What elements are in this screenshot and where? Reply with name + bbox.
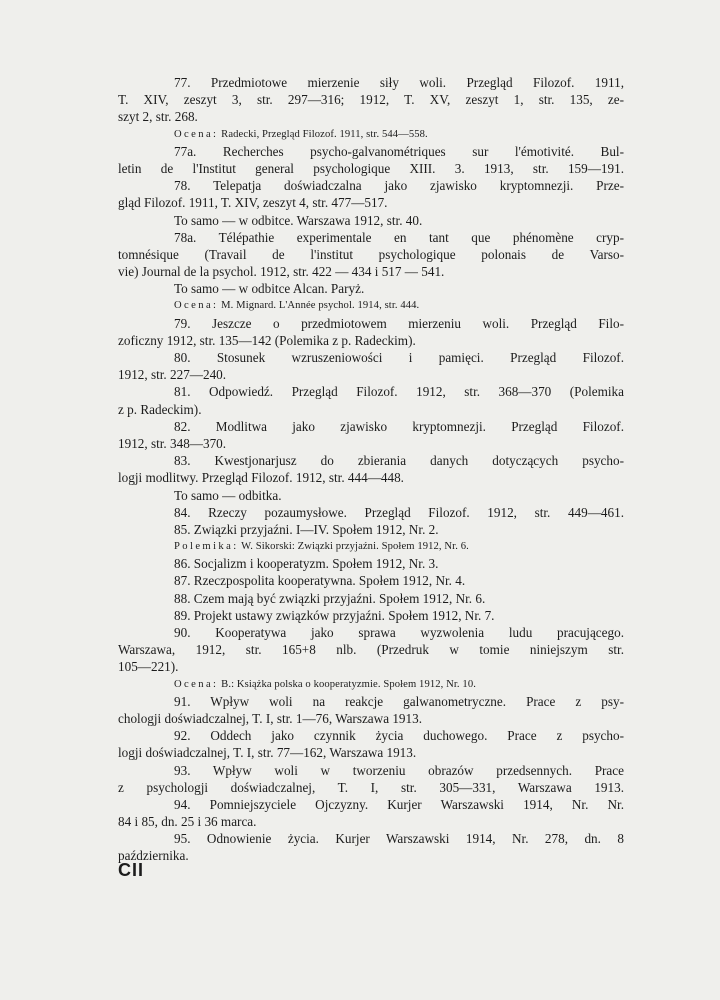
bibliography-line	[118, 487, 624, 504]
line-text: Radecki, Przegląd Filozof. 1911, str. 544—558.	[218, 128, 428, 140]
line-text: gląd Filozof. 1911, T. XIV, zeszyt 4, str. 477—517.	[118, 195, 388, 211]
bibliography-line	[118, 572, 624, 589]
line-text: logji doświadczalnej, T. I, str. 77—162, Warszawa 1913.	[118, 745, 417, 761]
bibliography-line	[118, 504, 624, 521]
line-text: 82. Modlitwa jako zjawisko kryptomnezji. Przegląd Filozof.	[174, 418, 624, 434]
line-text: 1912, str. 348—370.	[118, 435, 227, 451]
line-text: 84. Rzeczy pozaumysłowe. Przegląd Filozof. 1912, str. 449—461.	[174, 504, 624, 520]
line-text: 89. Projekt ustawy związków przyjaźni. Społem 1912, Nr. 7.	[174, 607, 495, 623]
bibliography-line	[118, 349, 624, 366]
line-text: 78a. Télépathie experimentale en tant que phénomène cryp-	[174, 229, 624, 245]
bibliography-line	[118, 418, 624, 435]
line-text: vie) Journal de la psychol. 1912, str. 422 — 434 i 517 — 541.	[118, 264, 445, 280]
line-text: chologji doświadczalnej, T. I, str. 1—76, Warszawa 1913.	[118, 710, 423, 726]
bibliography-line	[118, 693, 624, 710]
line-text: z psychologji doświadczalnej, T. I, str. 305—331, Warszawa 1913.	[118, 779, 624, 795]
line-text: To samo — w odbitce Alcan. Paryż.	[174, 281, 365, 297]
line-text: 83. Kwestjonarjusz do zbierania danych dotyczących psycho-	[174, 453, 624, 469]
bibliography-line	[118, 74, 624, 91]
note-label: Polemika:	[174, 541, 239, 553]
bibliography-line	[118, 727, 624, 744]
line-text: To samo — odbitka.	[174, 487, 282, 503]
note-label: Ocena:	[174, 678, 219, 690]
bibliography-line	[118, 332, 624, 349]
bibliography-line	[118, 658, 624, 675]
line-text: 1912, str. 227—240.	[118, 367, 227, 383]
bibliography-line	[118, 796, 624, 813]
line-text: 88. Czem mają być związki przyjaźni. Społem 1912, Nr. 6.	[174, 590, 486, 606]
bibliography-line	[118, 366, 624, 383]
bibliography-line	[118, 315, 624, 332]
line-text: szyt 2, str. 268.	[118, 109, 198, 125]
bibliography-line	[118, 641, 624, 658]
bibliography-line	[118, 744, 624, 761]
line-text: 90. Kooperatywa jako sprawa wyzwolenia ludu pracującego.	[174, 625, 624, 640]
line-text: tomnésique (Travail de l'institut psychologique polonais de Varso-	[118, 246, 624, 262]
note-label: Ocena:	[174, 300, 219, 312]
bibliography-line	[118, 246, 624, 263]
bibliography-line	[118, 469, 624, 486]
bibliography-line	[118, 160, 624, 177]
bibliography-line	[118, 143, 624, 160]
review-note-line	[118, 538, 624, 555]
line-text: 105—221).	[118, 659, 179, 675]
bibliography-line	[118, 263, 624, 280]
bibliography-line	[118, 452, 624, 469]
page-number: CII	[118, 860, 145, 880]
review-note-line	[118, 126, 624, 143]
line-text: 95. Odnowienie życia. Kurjer Warszawski 1914, Nr. 278, dn. 8	[174, 831, 624, 847]
line-text: 77a. Recherches psycho-galvanométriques sur l'émotivité. Bul-	[174, 143, 624, 159]
bibliography-line	[118, 194, 624, 211]
bibliography-list	[118, 74, 624, 865]
line-text: 80. Stosunek wzruszeniowości i pamięci. Przegląd Filozof.	[174, 350, 624, 365]
bibliography-line	[118, 710, 624, 727]
bibliography-line	[118, 521, 624, 538]
line-text: października.	[118, 848, 189, 864]
line-text: 87. Rzeczpospolita kooperatywna. Społem 1912, Nr. 4.	[174, 573, 466, 589]
line-text: 81. Odpowiedź. Przegląd Filozof. 1912, str. 368—370 (Polemika	[174, 384, 624, 400]
line-text: 78. Telepatja doświadczalna jako zjawisko kryptomnezji. Prze-	[174, 178, 624, 194]
bibliography-line	[118, 555, 624, 572]
line-text: T. XIV, zeszyt 3, str. 297—316; 1912, T. XV, zeszyt 1, str. 135, ze-	[118, 92, 624, 108]
line-text: 91. Wpływ woli na reakcje galwanometryczne. Prace z psy-	[174, 693, 624, 709]
line-text: zoficzny 1912, str. 135—142 (Polemika z p. Radeckim).	[118, 332, 416, 348]
line-text: M. Mignard. L'Année psychol. 1914, str. 444.	[218, 300, 420, 312]
bibliography-line	[118, 177, 624, 194]
bibliography-line	[118, 624, 624, 641]
line-text: logji modlitwy. Przegląd Filozof. 1912, str. 444—448.	[118, 470, 404, 486]
bibliography-line	[118, 607, 624, 624]
bibliography-line	[118, 830, 624, 847]
bibliography-line	[118, 813, 624, 830]
bibliography-line	[118, 590, 624, 607]
bibliography-line	[118, 91, 624, 108]
line-text: 85. Związki przyjaźni. I—IV. Społem 1912, Nr. 2.	[174, 521, 439, 537]
line-text: 86. Socjalizm i kooperatyzm. Społem 1912, Nr. 3.	[174, 556, 439, 572]
line-text: z p. Radeckim).	[118, 401, 202, 417]
bibliography-line	[118, 762, 624, 779]
bibliography-line	[118, 229, 624, 246]
note-label: Ocena:	[174, 128, 219, 140]
bibliography-line	[118, 779, 624, 796]
line-text: W. Sikorski: Związki przyjaźni. Społem 1912, Nr. 6.	[238, 541, 469, 553]
bibliography-line	[118, 435, 624, 452]
review-note-line	[118, 297, 624, 314]
bibliography-line	[118, 108, 624, 125]
line-text: 92. Oddech jako czynnik życia duchowego. Prace z psycho-	[174, 728, 624, 744]
line-text: letin de l'Institut general psychologique XIII. 3. 1913, str. 159—191.	[118, 160, 624, 176]
line-text: 94. Pomniejszyciele Ojczyzny. Kurjer Warszawski 1914, Nr. Nr.	[174, 796, 624, 812]
review-note-line	[118, 676, 624, 693]
line-text: 93. Wpływ woli w tworzeniu obrazów przedsennych. Prace	[174, 762, 624, 778]
line-text: 77. Przedmiotowe mierzenie siły woli. Przegląd Filozof. 1911,	[174, 75, 624, 90]
bibliography-line	[118, 847, 624, 864]
line-text: To samo — w odbitce. Warszawa 1912, str. 40.	[174, 212, 423, 228]
bibliography-line	[118, 383, 624, 400]
line-text: B.: Książka polska o kooperatyzmie. Społem 1912, Nr. 10.	[218, 678, 476, 690]
line-text: 84 i 85, dn. 25 i 36 marca.	[118, 814, 257, 830]
line-text: 79. Jeszcze o przedmiotowem mierzeniu woli. Przegląd Filo-	[174, 315, 624, 331]
bibliography-line	[118, 212, 624, 229]
bibliography-line	[118, 280, 624, 297]
bibliography-line	[118, 401, 624, 418]
line-text: Warszawa, 1912, str. 165+8 nlb. (Przedruk w tomie niniejszym str.	[118, 642, 624, 658]
